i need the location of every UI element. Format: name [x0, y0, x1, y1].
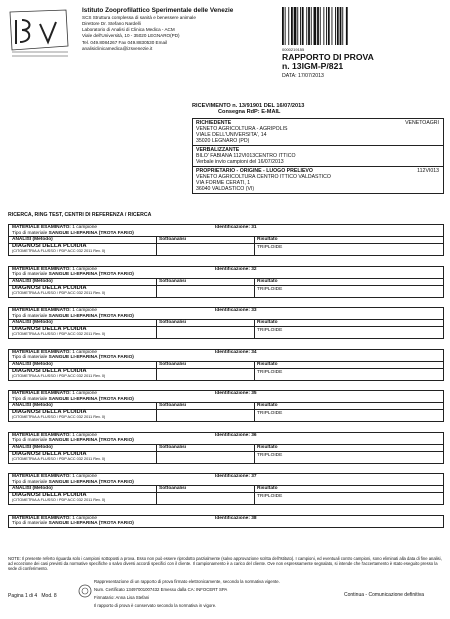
sample-table — [8, 515, 444, 528]
result-value: TRIPLOIDE — [257, 328, 283, 333]
analysis-name: DIAGNOSI DELLA PLOIDIA — [12, 284, 87, 291]
material-type-label: Tipo di materiale — [12, 521, 48, 526]
footer-line: Rappresentazione di un rapporto di prova firmato elettronicamente, secondo la normativa vigente. — [94, 579, 280, 584]
sample-identification — [215, 267, 257, 272]
col-risultato: Risultato — [257, 237, 278, 242]
footer-line: Firmatario: Anna Lisa Stefani — [94, 595, 150, 600]
analysis-method: (CITOMETRIA A FLUSSO / PDP ACC 032 2011 Rev. 0) — [12, 332, 106, 337]
col-sottoanalisi: Sottoanalisi — [159, 444, 187, 450]
institute-info — [82, 7, 233, 52]
section-line: 35020 LEGNARO (PD) — [196, 138, 250, 144]
analysis-method: (CITOMETRIA A FLUSSO / PDP ACC 032 2011 Rev. 0) — [12, 498, 106, 503]
analysis-name: DIAGNOSI DELLA PLOIDIA — [12, 243, 87, 249]
section-heading: PROPRIETARIO - ORIGINE - LUOGO PRELIEVO — [196, 168, 313, 174]
sample-count: 1 campione — [72, 474, 98, 479]
material-type-line — [12, 521, 134, 526]
col-analisi: ANALISI (Metodo) — [12, 237, 53, 242]
material-type: SANGUE LI-EPARINA (TROTA FARIO) — [48, 355, 134, 360]
footer-line: Num. Certificato 13497001007432 Emesso dalla CA: INFOCERT SPA — [94, 587, 228, 592]
material-label: MATERIALE ESAMINATO: — [12, 308, 71, 313]
material-label: MATERIALE ESAMINATO: — [12, 474, 71, 479]
section-line: Verbale invio campioni del 16/07/2013 — [196, 159, 284, 165]
material-type-label: Tipo di materiale — [12, 355, 48, 360]
table-row — [9, 410, 443, 421]
material-type-label: Tipo di materiale — [12, 313, 48, 319]
sample-id: 37 — [251, 474, 257, 479]
col-risultato: Risultato — [257, 278, 278, 284]
section-line: 36040 VALDASTICO (VI) — [196, 186, 255, 192]
footer-status: Continua - Comunicazione definitiva — [344, 592, 425, 598]
receipt-line: RICEVIMENTO n. 13/91901 DEL 16/07/2013 — [192, 103, 305, 109]
barcode-number: 0000219155 — [282, 47, 305, 52]
material-type-label: Tipo di materiale — [12, 438, 48, 443]
col-sottoanalisi: Sottoanalisi — [159, 237, 187, 242]
sample-count: 1 campione — [72, 266, 98, 272]
sample-identification — [215, 516, 257, 521]
sample-table — [8, 224, 444, 256]
material-type-label: Tipo di materiale — [12, 230, 48, 236]
analysis-method: (CITOMETRIA A FLUSSO / PDP ACC 032 2011 Rev. 0) — [12, 415, 106, 420]
table-row — [9, 369, 443, 380]
institute-phone: Tel. 049.8084267 Fax 049.8830530 Email — [82, 39, 168, 45]
sample-count: 1 campione — [72, 515, 98, 521]
signature-seal-icon — [78, 584, 92, 598]
material-type-line — [12, 355, 134, 360]
material-type: SANGUE LI-EPARINA (TROTA FARIO) — [48, 479, 134, 485]
identification-label: Identificazione: — [215, 266, 250, 272]
sample-count: 1 campione — [72, 225, 98, 230]
sample-identification — [215, 225, 257, 230]
info-section-verbalizzante — [193, 146, 443, 167]
sample-id: 38 — [251, 515, 257, 521]
info-section-richiedente — [193, 119, 443, 146]
material-label: MATERIALE ESAMINATO: — [12, 225, 71, 230]
identification-label: Identificazione: — [215, 225, 250, 230]
sample-id: 34 — [251, 349, 257, 355]
footer-line: Il rapporto di prova è conservato secondo la normativa in vigore. — [94, 603, 217, 608]
table-row — [9, 452, 443, 463]
material-label: MATERIALE ESAMINATO: — [12, 349, 71, 355]
section-heading: RICHIEDENTE — [196, 120, 232, 126]
sample-id: 31 — [251, 225, 257, 230]
sample-count: 1 campione — [72, 349, 98, 355]
material-label: MATERIALE ESAMINATO: — [12, 391, 71, 396]
material-type: SANGUE LI-EPARINA (TROTA FARIO) — [48, 272, 134, 277]
material-label: MATERIALE ESAMINATO: — [12, 432, 71, 438]
info-box — [192, 118, 444, 194]
delivery-line: Consegna RdP: E-MAIL — [218, 109, 281, 116]
report-date: DATA: 17/07/2013 — [282, 73, 324, 79]
page-number: Pagina 1 di 4 — [8, 593, 38, 599]
table-row — [9, 327, 443, 338]
identification-label: Identificazione: — [215, 515, 250, 521]
institute-name: Istituto Zooprofilattico Sperimentale delle Venezie — [82, 7, 234, 14]
result-value: TRIPLOIDE — [257, 369, 283, 375]
material-type: SANGUE LI-EPARINA (TROTA FARIO) — [48, 438, 134, 443]
col-risultato: Risultato — [257, 444, 278, 450]
material-type: SANGUE LI-EPARINA (TROTA FARIO) — [48, 396, 134, 402]
disclaimer-note: NOTE: Il presente referto riguarda solo i campioni sottoposti a prova. Esso non può essere riprodotto parzialmente (salvo approvazione scritta dell'Istituto). I campioni, ed eventuali contro campioni, sono eliminati alla data di fine analisi, ad eccezione dei casi previsti da normative specifiche o salvo diversi accordi specifici con il cliente. Il campionamento è a carico del cliente. Ove non espressamente segnalato, si intende che l'accertamento è stato eseguito presso la sede di conferimento. — [8, 556, 442, 571]
identification-label: Identificazione: — [215, 308, 250, 313]
table-row — [9, 493, 443, 504]
sample-identification — [215, 308, 257, 313]
identification-label: Identificazione: — [215, 432, 250, 438]
col-analisi: ANALISI (Metodo) — [12, 278, 53, 284]
col-sottoanalisi: Sottoanalisi — [159, 278, 187, 284]
table-row — [9, 244, 443, 255]
table-row — [9, 286, 443, 297]
section-code: VENETOAGRI — [405, 120, 439, 126]
analysis-method: (CITOMETRIA A FLUSSO / PDP ACC 032 2011 Rev. 0) — [12, 290, 106, 295]
material-type: SANGUE LI-EPARINA (TROTA FARIO) — [48, 521, 134, 526]
sample-id: 35 — [251, 391, 257, 396]
material-type-line — [12, 314, 134, 319]
model-number: Mod. 8 — [41, 593, 57, 599]
sample-id: 33 — [251, 308, 257, 313]
sample-table — [8, 473, 444, 505]
sample-count: 1 campione — [72, 432, 98, 438]
col-analisi: ANALISI (Metodo) — [12, 361, 53, 367]
result-value: TRIPLOIDE — [257, 411, 283, 416]
receipt-info — [192, 103, 304, 116]
footer-page — [8, 593, 57, 599]
col-risultato: Risultato — [257, 403, 278, 408]
institute-email: analisiclinicamedica@izsvenezie.it — [82, 45, 153, 51]
info-section-proprietario — [193, 167, 443, 193]
analysis-name: DIAGNOSI DELLA PLOIDIA — [12, 409, 87, 415]
section-line: VIA FORME CERATI, 1 — [196, 180, 251, 186]
institute-lab: Laboratorio di Analisi di Clinica Medica - ACM — [82, 27, 175, 33]
sample-id: 36 — [251, 432, 257, 438]
analysis-method: (CITOMETRIA A FLUSSO / PDP ACC 032 2011 Rev. 0) — [12, 456, 106, 461]
sample-identification — [215, 391, 257, 396]
col-analisi: ANALISI (Metodo) — [12, 486, 53, 491]
material-type-label: Tipo di materiale — [12, 396, 48, 402]
analysis-name: DIAGNOSI DELLA PLOIDIA — [12, 450, 87, 457]
result-value: TRIPLOIDE — [257, 245, 283, 250]
report-number: n. 13IGM-P/821 — [282, 61, 344, 71]
material-type-label: Tipo di materiale — [12, 272, 48, 277]
col-sottoanalisi: Sottoanalisi — [159, 361, 187, 367]
sample-id: 32 — [251, 266, 257, 272]
barcode — [282, 7, 370, 49]
material-type-line — [12, 438, 134, 443]
material-type-line — [12, 480, 134, 485]
section-line: VIALE DELL'UNIVERSITA', 14 — [196, 132, 267, 138]
sample-identification — [215, 350, 257, 355]
report-header — [282, 53, 374, 71]
col-risultato: Risultato — [257, 486, 278, 491]
analysis-name: DIAGNOSI DELLA PLOIDIA — [12, 492, 87, 498]
material-label: MATERIALE ESAMINATO: — [12, 515, 71, 521]
material-type: SANGUE LI-EPARINA (TROTA FARIO) — [48, 313, 134, 319]
sample-identification — [215, 433, 257, 438]
col-risultato: Risultato — [257, 320, 278, 325]
footer-signature-info — [94, 578, 280, 610]
section-heading: VERBALIZZANTE — [196, 147, 240, 153]
section-line: VENETO AGRICOLTURA - AGRIPOLIS — [196, 126, 288, 132]
institute-logo — [6, 6, 76, 60]
col-sottoanalisi: Sottoanalisi — [159, 320, 187, 325]
report-title: RAPPORTO DI PROVA — [282, 52, 374, 62]
sample-identification — [215, 474, 257, 479]
identification-label: Identificazione: — [215, 349, 250, 355]
section-line: BILO' FABIANA 112VI013CENTRO ITTICO — [196, 153, 296, 159]
institute-director: Direttore Dr. Stefano Nardelli — [82, 20, 141, 26]
sample-table — [8, 307, 444, 339]
sample-table — [8, 432, 444, 464]
col-analisi: ANALISI (Metodo) — [12, 320, 53, 325]
section-title: RICERCA, RING TEST, CENTRI DI REFERENZA / RICERCA — [8, 212, 152, 218]
result-value: TRIPLOIDE — [257, 452, 283, 458]
section-code: 112VI013 — [417, 168, 439, 174]
material-type-line — [12, 397, 134, 402]
material-type-line — [12, 231, 134, 236]
analysis-method: (CITOMETRIA A FLUSSO / PDP ACC 032 2011 Rev. 0) — [12, 373, 106, 378]
result-value: TRIPLOIDE — [257, 286, 283, 292]
sample-table — [8, 349, 444, 381]
analysis-method: (CITOMETRIA A FLUSSO / PDP ACC 032 2011 Rev. 0) — [12, 249, 106, 254]
identification-label: Identificazione: — [215, 391, 250, 396]
col-risultato: Risultato — [257, 361, 278, 367]
sample-count: 1 campione — [72, 308, 98, 313]
sample-count: 1 campione — [72, 391, 98, 396]
material-type-label: Tipo di materiale — [12, 479, 48, 485]
material-type-line — [12, 272, 134, 277]
sample-table — [8, 266, 444, 298]
material-label: MATERIALE ESAMINATO: — [12, 266, 71, 272]
col-sottoanalisi: Sottoanalisi — [159, 403, 187, 408]
col-sottoanalisi: Sottoanalisi — [159, 486, 187, 491]
material-type: SANGUE LI-EPARINA (TROTA FARIO) — [48, 230, 134, 236]
analysis-name: DIAGNOSI DELLA PLOIDIA — [12, 326, 87, 332]
analysis-name: DIAGNOSI DELLA PLOIDIA — [12, 367, 87, 374]
institute-unit: SCS Struttura complessa di sanità e benessere animale — [82, 14, 196, 20]
col-analisi: ANALISI (Metodo) — [12, 403, 53, 408]
col-analisi: ANALISI (Metodo) — [12, 444, 53, 450]
institute-address: Viale dell'Università, 10 - 35020 LEGNARO(PD) — [82, 33, 180, 39]
identification-label: Identificazione: — [215, 474, 250, 479]
result-value: TRIPLOIDE — [257, 494, 283, 499]
section-line: VENETO AGRICOLTURA CENTRO ITTICO VALDASTICO — [196, 174, 331, 180]
sample-table — [8, 390, 444, 422]
